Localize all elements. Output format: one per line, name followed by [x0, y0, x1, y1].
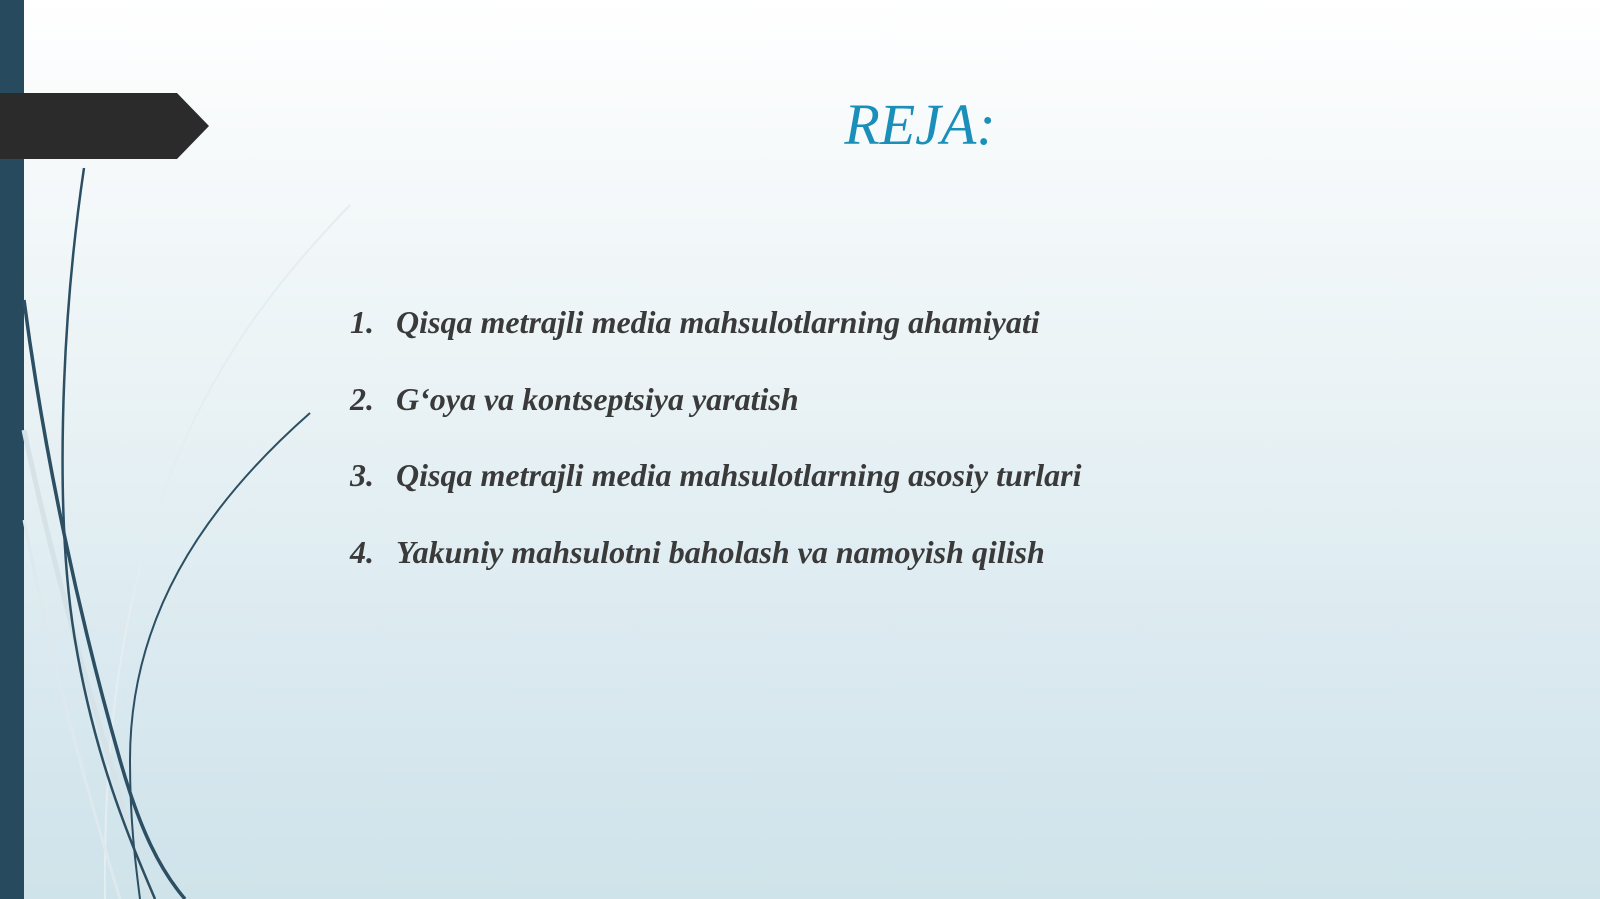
list-item-text: G‘oya va kontseptsiya yaratish [396, 380, 799, 417]
arrow-tab-shape [0, 93, 209, 159]
dark-curve-2 [24, 300, 185, 899]
list-item-number: 4. [350, 533, 374, 570]
dark-curve-1 [63, 168, 155, 899]
list-item-text: Qisqa metrajli media mahsulotlarning ahamiyati [396, 304, 1040, 340]
faint-curve-1 [105, 205, 350, 899]
list-item-number: 2. [350, 380, 374, 417]
list-item-number: 3. [350, 457, 374, 493]
list-item [350, 302, 1081, 342]
list-item [350, 455, 1081, 495]
plan-list [350, 302, 1081, 608]
list-item-text: Yakuniy mahsulotni baholash va namoyish qilish [396, 533, 1045, 570]
list-item-text: Qisqa metrajli media mahsulotlarning asosiy turlari [396, 457, 1082, 493]
slide-title: REJA: [844, 92, 996, 157]
list-item-number: 1. [350, 304, 374, 340]
faint-curve-2 [24, 430, 150, 899]
list-item [350, 379, 1081, 419]
list-item [350, 532, 1081, 572]
dark-curve-3 [130, 413, 310, 899]
